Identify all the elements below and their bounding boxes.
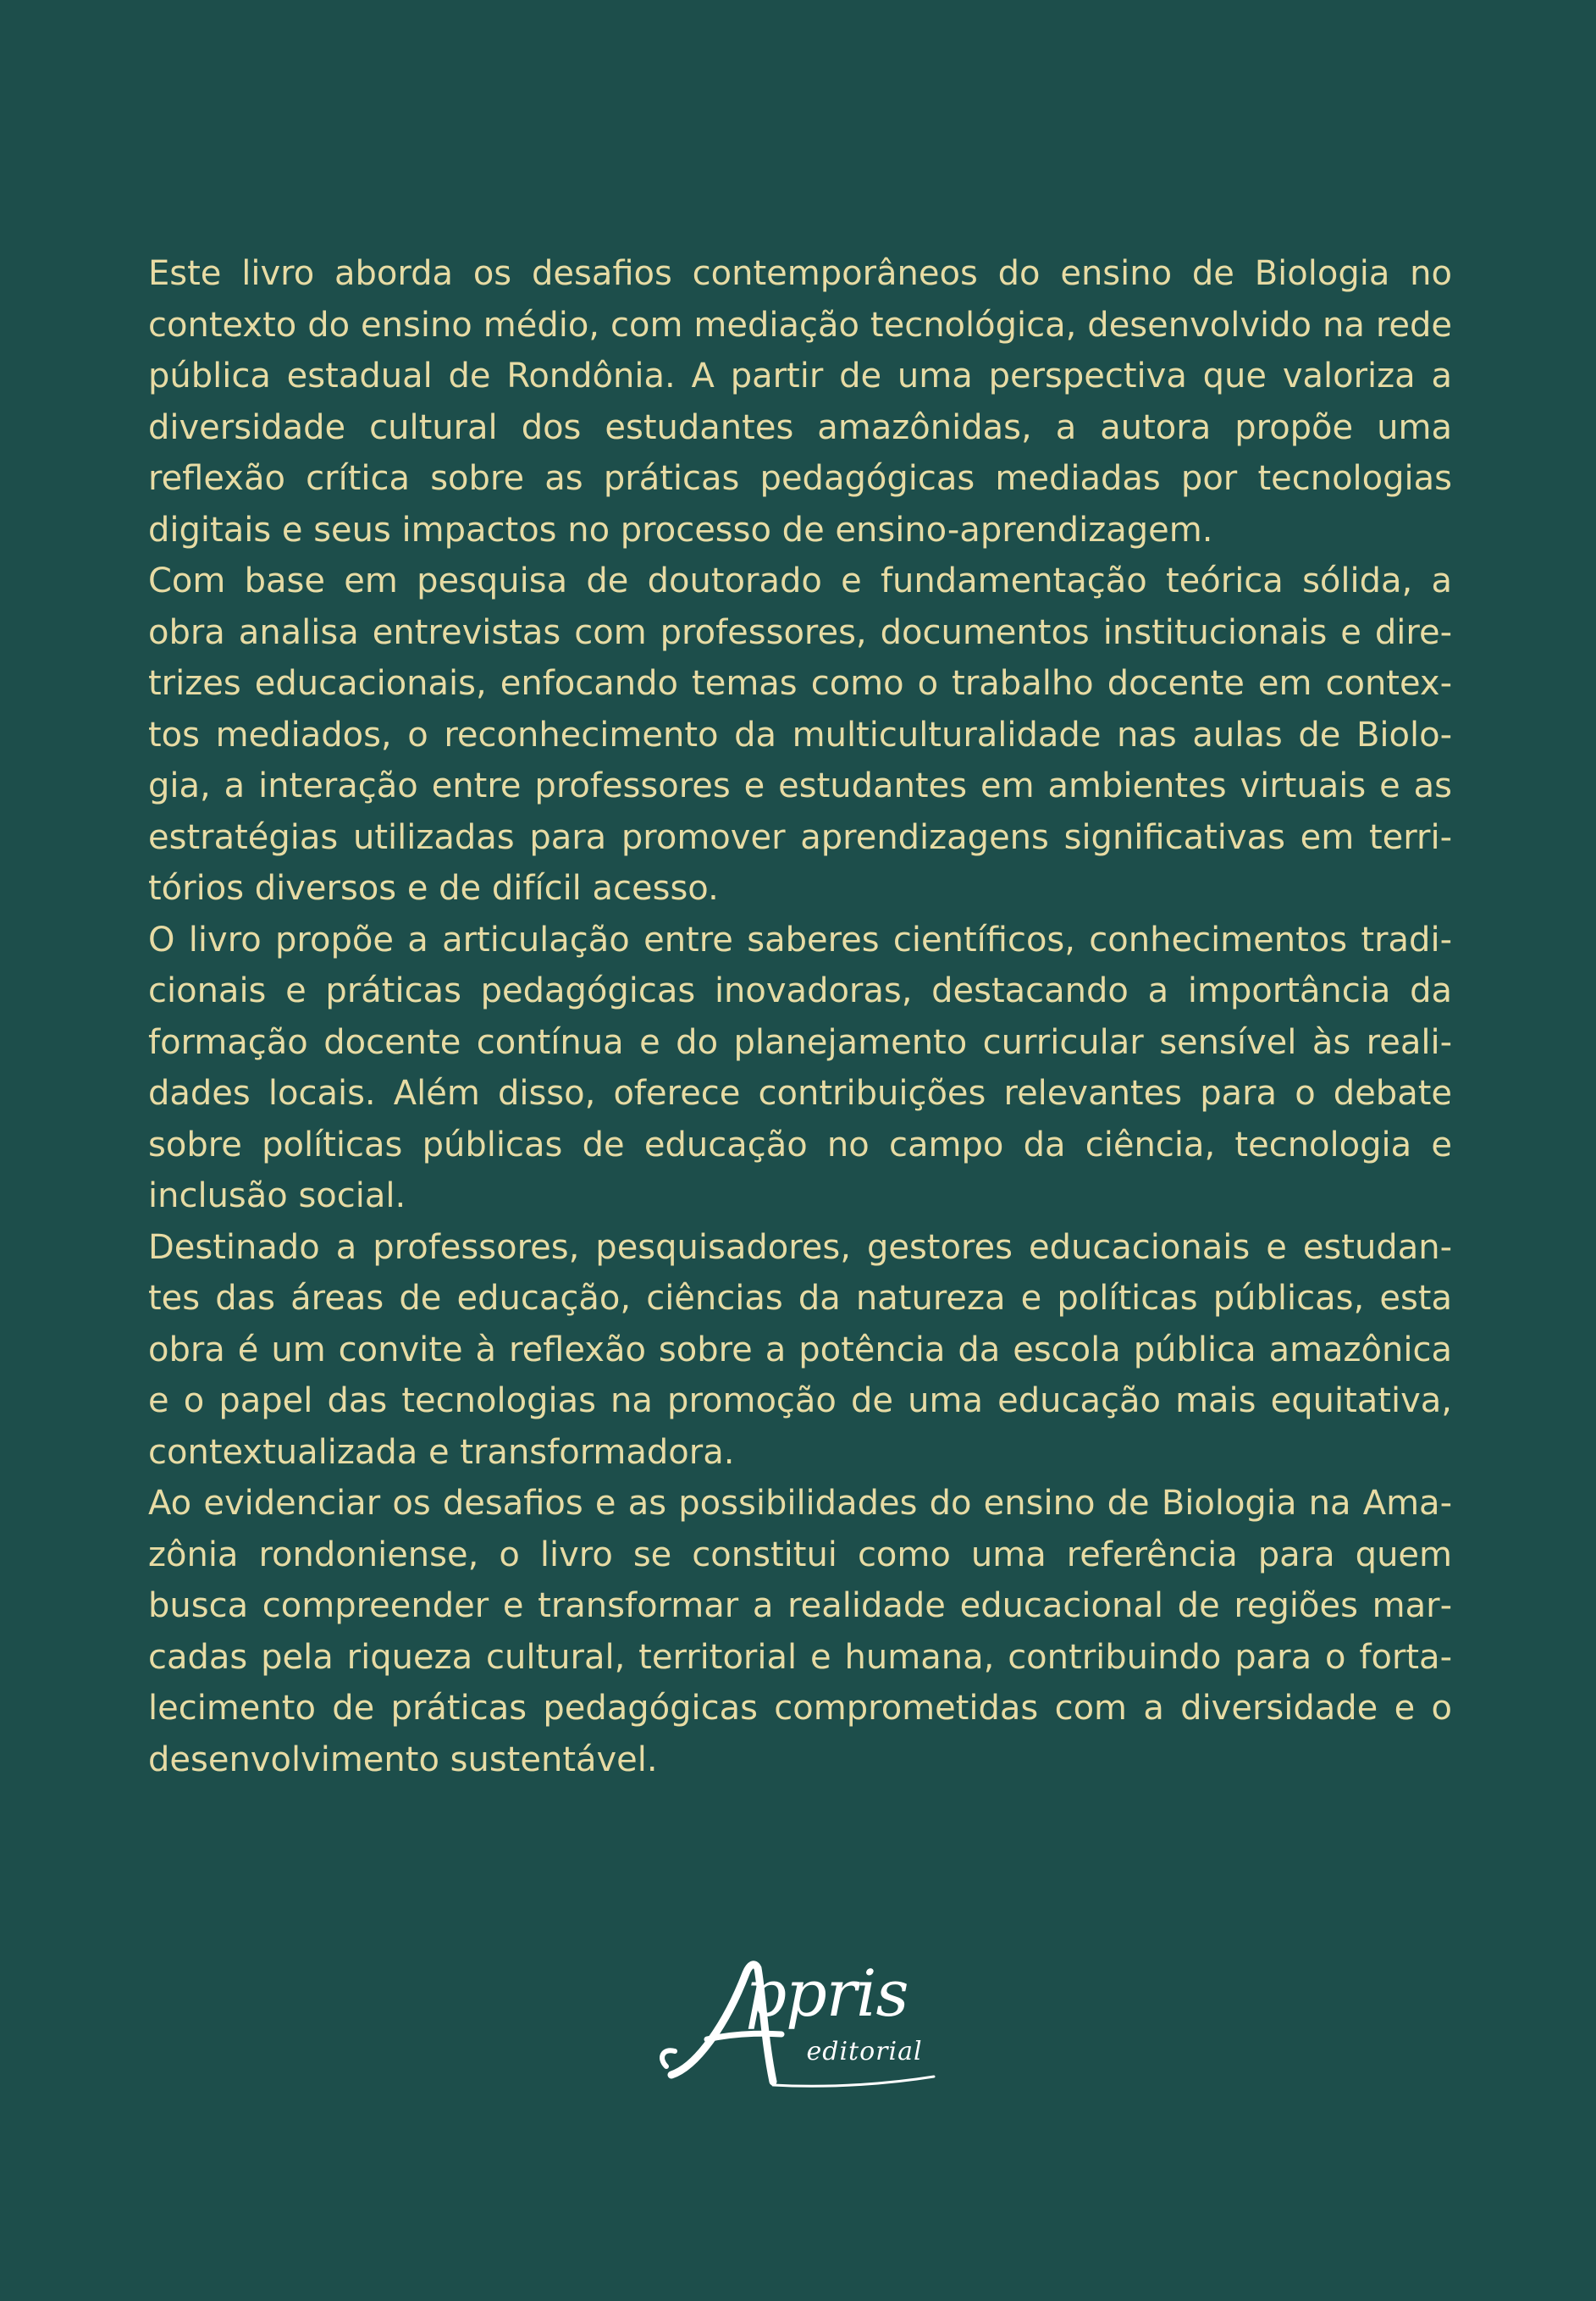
synopsis-paragraph-5: Ao evidenciar os desafios e as possibilidades do ensino de Biologia na Amazônia rondoniense, o livro se constitui como uma referência para quem busca compreender e transformar a realidade educacional de regiões marcadas pela riqueza cultural, territorial e humana, contribuindo para o fortalecimento de práticas pedagógicas comprometidas com a diversidade e o desenvolvimento sustentável. — [148, 1484, 1452, 1779]
appris-wordmark: ppris — [745, 1955, 908, 2031]
synopsis-paragraph-2: Com base em pesquisa de doutorado e fundamentação teórica sólida, a obra analisa entrevistas com professores, documentos institucionais e diretrizes educacionais, enfocando temas como o trabalho docente em contextos mediados, o reconhecimento da multiculturalidade nas aulas de Biologia, a interação entre professores e estudantes em ambientes virtuais e as estratégias utilizadas para promover aprendizagens significativas em territórios diversos e de difícil acesso. — [148, 561, 1452, 908]
appris-subtitle: editorial — [806, 2037, 923, 2066]
synopsis-paragraph-3: O livro propõe a articulação entre saberes científicos, conhecimentos tradicionais e práticas pedagógicas inovadoras, destacando a importância da formação docente contínua e do planejamento curricular sensível às realidades locais. Além disso, oferece contribuições relevantes para o debate sobre políticas públicas de educação no campo da ciência, tecnologia e inclusão social. — [148, 920, 1452, 1215]
synopsis-paragraph-1: Este livro aborda os desafios contemporâneos do ensino de Biologia no contexto do ensino médio, com mediação tecnológica, desenvolvido na rede pública estadual de Rondônia. A partir de uma perspectiva que valoriza a diversidade cultural dos estudantes amazônidas, a autora propõe uma reflexão crítica sobre as práticas pedagógicas mediadas por tecnologias digitais e seus impactos no processo de ensino-aprendizagem. — [148, 254, 1452, 550]
publisher-logo — [0, 1939, 1596, 2109]
appris-logo-icon — [646, 1939, 951, 2109]
synopsis-text — [148, 248, 1452, 1785]
synopsis-paragraph-4: Destinado a professores, pesquisadores, gestores educacionais e estudantes das áreas de educação, ciências da natureza e políticas públicas, esta obra é um convite à reflexão sobre a potência da escola pública amazônica e o papel das tecnologias na promoção de uma educação mais equitativa, contextualizada e transformadora. — [148, 1227, 1452, 1472]
